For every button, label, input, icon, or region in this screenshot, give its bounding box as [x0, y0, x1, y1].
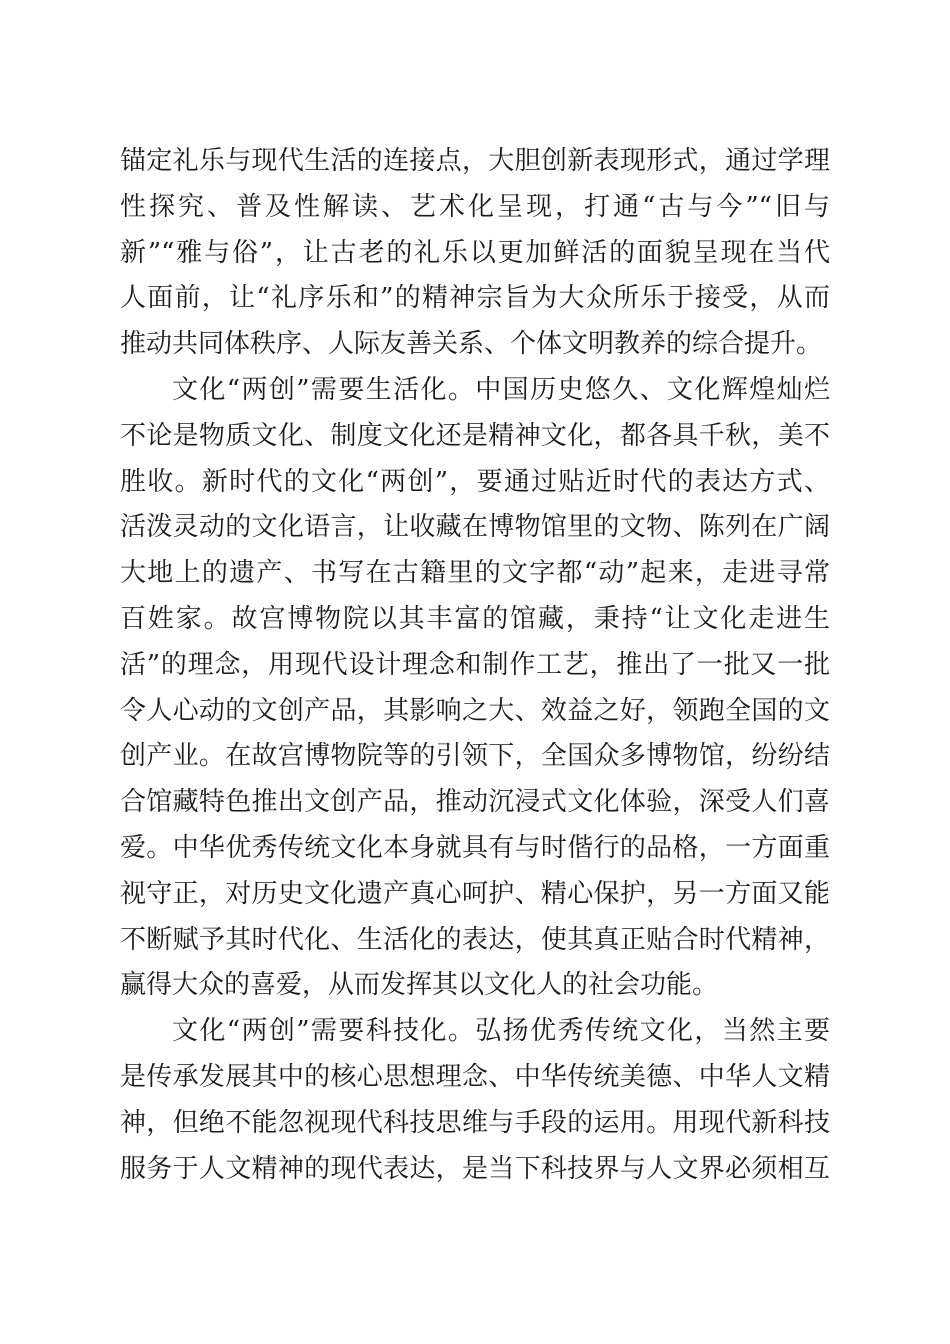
paragraph-1	[120, 139, 830, 368]
text-line: 活泼灵动的文化语言，让收藏在博物馆里的文物、陈列在广阔	[120, 512, 830, 543]
text-line: 不论是物质文化、制度文化还是精神文化，都各具千秋，美不	[120, 420, 830, 451]
text-line: 赢得大众的喜爱，从而发挥其以文化人的社会功能。	[120, 970, 719, 1001]
text-line: 锚定礼乐与现代生活的连接点，大胆创新表现形式，通过学理	[120, 146, 830, 176]
text-line: 百姓家。故宫博物院以其丰富的馆藏，秉持“让文化走进生	[120, 603, 830, 634]
text-line: 是传承发展其中的核心思想理念、中华传统美德、中华人文精	[120, 1061, 830, 1092]
text-line: 活”的理念，用现代设计理念和制作工艺，推出了一批又一批	[120, 649, 830, 680]
paragraph-2	[120, 368, 830, 1009]
text-line: 推动共同体秩序、人际友善关系、个体文明教养的综合提升。	[120, 329, 823, 360]
text-line: 神，但绝不能忽视现代科技思维与手段的运用。用现代新科技	[120, 1107, 830, 1138]
text-line: 创产业。在故宫博物院等的引领下，全国众多博物馆，纷纷结	[120, 741, 830, 772]
text-line: 视守正，对历史文化遗产真心呵护、精心保护，另一方面又能	[120, 878, 830, 909]
text-line: 爱。中华优秀传统文化本身就具有与时偕行的品格，一方面重	[120, 832, 830, 863]
text-line: 大地上的遗产、书写在古籍里的文字都“动”起来，走进寻常	[120, 558, 830, 589]
text-line: 新”“雅与俗”，让古老的礼乐以更加鲜活的面貌呈现在当代	[120, 237, 830, 268]
paragraph-3	[120, 1009, 830, 1192]
body-text	[120, 139, 830, 1192]
text-line: 令人心动的文创产品，其影响之大、效益之好，领跑全国的文	[120, 695, 830, 726]
text-line: 人面前，让“礼序乐和”的精神宗旨为大众所乐于接受，从而	[120, 283, 830, 314]
text-line: 服务于人文精神的现代表达，是当下科技界与人文界必须相互	[120, 1153, 830, 1184]
text-line: 性探究、普及性解读、艺术化呈现，打通“古与今”“旧与	[120, 191, 830, 222]
text-line: 胜收。新时代的文化“两创”，要通过贴近时代的表达方式、	[120, 466, 830, 497]
text-line: 合馆藏特色推出文创产品，推动沉浸式文化体验，深受人们喜	[120, 787, 830, 818]
text-line: 文化“两创”需要生活化。中国历史悠久、文化辉煌灿烂	[172, 374, 830, 405]
text-line: 不断赋予其时代化、生活化的表达，使其真正贴合时代精神，	[120, 924, 830, 955]
text-line: 文化“两创”需要科技化。弘扬优秀传统文化，当然主要	[172, 1016, 830, 1047]
